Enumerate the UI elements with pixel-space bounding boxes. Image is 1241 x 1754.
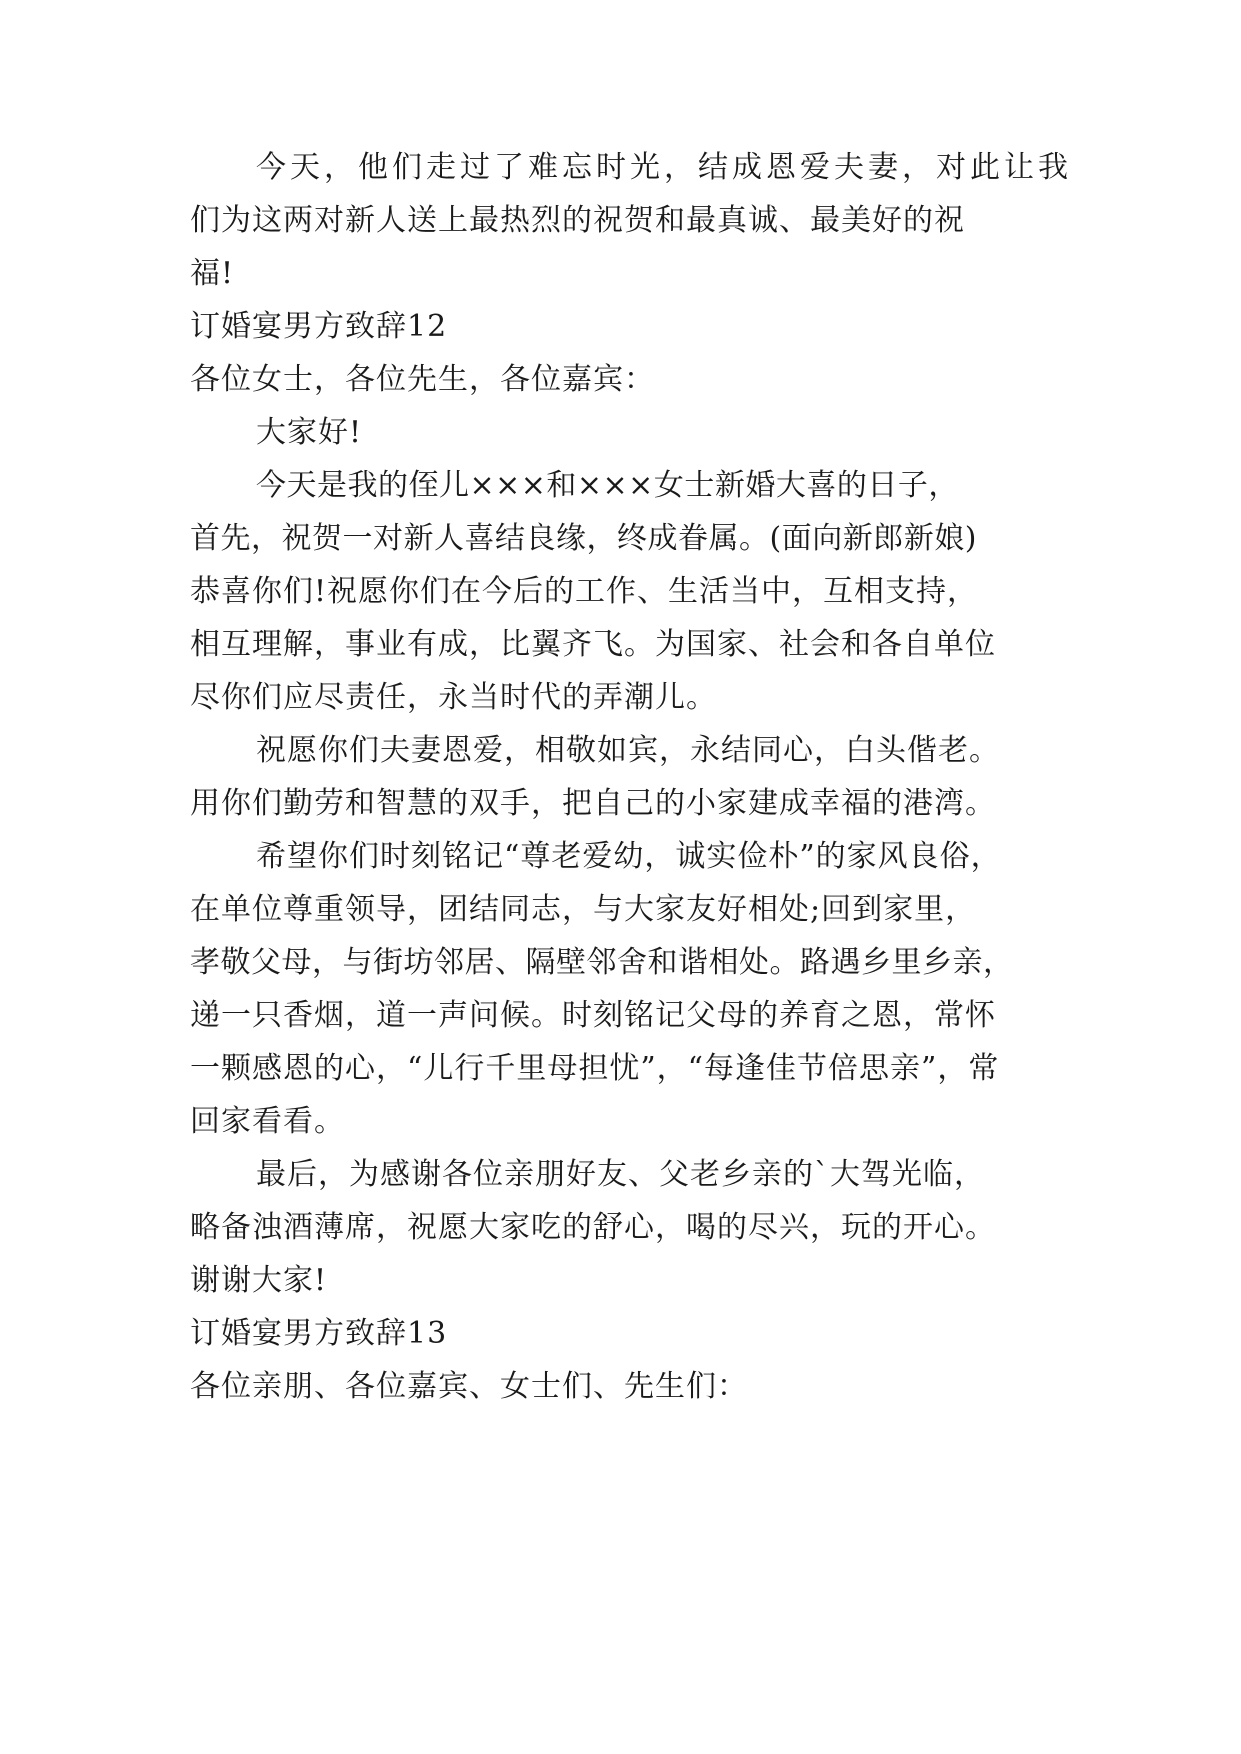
paragraph-line: 递一只香烟，道一声问候。时刻铭记父母的养育之恩，常怀 — [190, 998, 996, 1033]
salutation-line: 各位女士，各位先生，各位嘉宾： — [190, 362, 655, 397]
paragraph-line: 在单位尊重领导，团结同志，与大家友好相处;回到家里， — [190, 892, 977, 927]
paragraph-line: 希望你们时刻铭记“尊老爱幼，诚实俭朴”的家风良俗， — [256, 839, 1002, 874]
paragraph-line: 们为这两对新人送上最热烈的祝贺和最真诚、最美好的祝 — [190, 203, 965, 238]
paragraph-line: 恭喜你们!祝愿你们在今后的工作、生活当中，互相支持， — [190, 574, 979, 609]
paragraph-line: 今天，他们走过了难忘时光，结成恩爱夫妻，对此让我 — [256, 150, 1072, 185]
paragraph-line: 首先，祝贺一对新人喜结良缘，终成眷属。(面向新郎新娘) — [190, 521, 977, 556]
greeting-line: 大家好! — [256, 415, 363, 450]
paragraph-line: 一颗感恩的心，“儿行千里母担忧”，“每逢佳节倍思亲”，常 — [190, 1051, 1000, 1086]
paragraph-line: 孝敬父母，与街坊邻居、隔壁邻舍和谐相处。路遇乡里乡亲， — [190, 945, 1014, 980]
paragraph-line: 最后，为感谢各位亲朋好友、父老乡亲的`大驾光临， — [256, 1157, 985, 1192]
paragraph-line: 相互理解，事业有成，比翼齐飞。为国家、社会和各自单位 — [190, 627, 996, 662]
paragraph-line: 祝愿你们夫妻恩爱，相敬如宾，永结同心，白头偕老。 — [256, 733, 1000, 768]
section-heading: 订婚宴男方致辞13 — [190, 1316, 448, 1351]
paragraph-line: 回家看看。 — [190, 1104, 345, 1139]
salutation-line: 各位亲朋、各位嘉宾、女士们、先生们： — [190, 1369, 748, 1404]
section-heading: 订婚宴男方致辞12 — [190, 309, 448, 344]
paragraph-line: 略备浊酒薄席，祝愿大家吃的舒心，喝的尽兴，玩的开心。 — [190, 1210, 996, 1245]
paragraph-line: 今天是我的侄儿×××和×××女士新婚大喜的日子， — [256, 468, 959, 503]
paragraph-line: 用你们勤劳和智慧的双手，把自己的小家建成幸福的港湾。 — [190, 786, 996, 821]
paragraph-line: 尽你们应尽责任，永当时代的弄潮儿。 — [190, 680, 717, 715]
closing-line: 谢谢大家! — [190, 1263, 328, 1298]
paragraph-line: 福! — [190, 256, 235, 291]
